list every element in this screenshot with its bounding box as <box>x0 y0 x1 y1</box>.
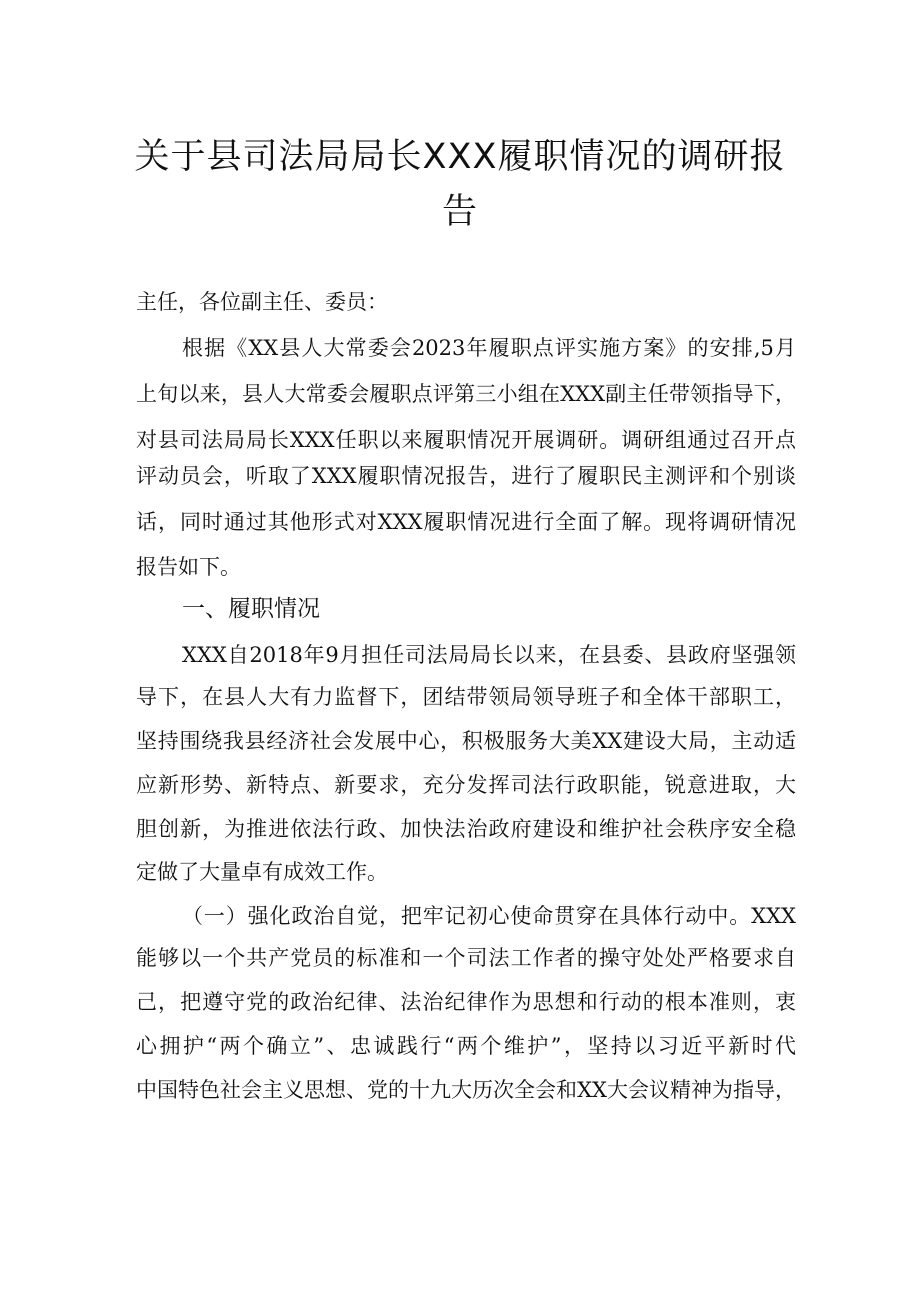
paragraph-1-line: 根据《XX县人大常委会2023年履职点评实施方案》的安排,5月 <box>182 336 796 360</box>
paragraph-1-line: 上旬以来，县人大常委会履职点评第三小组在XXX副主任带领指导下， <box>136 382 796 406</box>
paragraph-2-line: 应新形势、新特点、新要求，充分发挥司法行政职能，锐意进取，大 <box>136 773 796 797</box>
paragraph-3-line: 己，把遵守党的政治纪律、法治纪律作为思想和行动的根本准则，衷 <box>136 990 796 1014</box>
paragraph-1-line: 报告如下。 <box>136 555 241 579</box>
paragraph-1-line: 评动员会，听取了XXX履职情况报告，进行了履职民主测评和个别谈 <box>136 464 796 488</box>
paragraph-2-line: 定做了大量卓有成效工作。 <box>136 860 388 884</box>
document-title-line-1: 关于县司法局局长XXX履职情况的调研报 <box>134 137 786 177</box>
paragraph-3-line: 中国特色社会主义思想、党的十九大历次全会和XX大会议精神为指导， <box>136 1078 796 1102</box>
paragraph-2-line: XXX自2018年9月担任司法局局长以来，在县委、县政府坚强领 <box>182 643 796 667</box>
paragraph-2-line: 导下，在县人大有力监督下，团结带领局领导班子和全体干部职工， <box>136 685 796 709</box>
document-title-line-2: 告 <box>441 192 478 232</box>
paragraph-3-line: 能够以一个共产党员的标准和一个司法工作者的操守处处严格要求自 <box>136 946 796 970</box>
paragraph-2-line: 坚持围绕我县经济社会发展中心，积极服务大美XX建设大局，主动适 <box>136 729 796 753</box>
section-heading: 一、履职情况 <box>182 596 320 622</box>
paragraph-1-line: 对县司法局局长XXX任职以来履职情况开展调研。调研组通过召开点 <box>136 428 796 452</box>
paragraph-3-line: （一）强化政治自觉，把牢记初心使命贯穿在具体行动中。XXX <box>182 904 796 928</box>
paragraph-2-line: 胆创新，为推进依法行政、加快法治政府建设和维护社会秩序安全稳 <box>136 817 796 841</box>
salutation: 主任，各位副主任、委员： <box>136 290 388 314</box>
paragraph-3-line: 心拥护“两个确立”、忠诚践行“两个维护”，坚持以习近平新时代 <box>136 1034 796 1058</box>
paragraph-1-line: 话，同时通过其他形式对XXX履职情况进行全面了解。现将调研情况 <box>136 510 796 534</box>
